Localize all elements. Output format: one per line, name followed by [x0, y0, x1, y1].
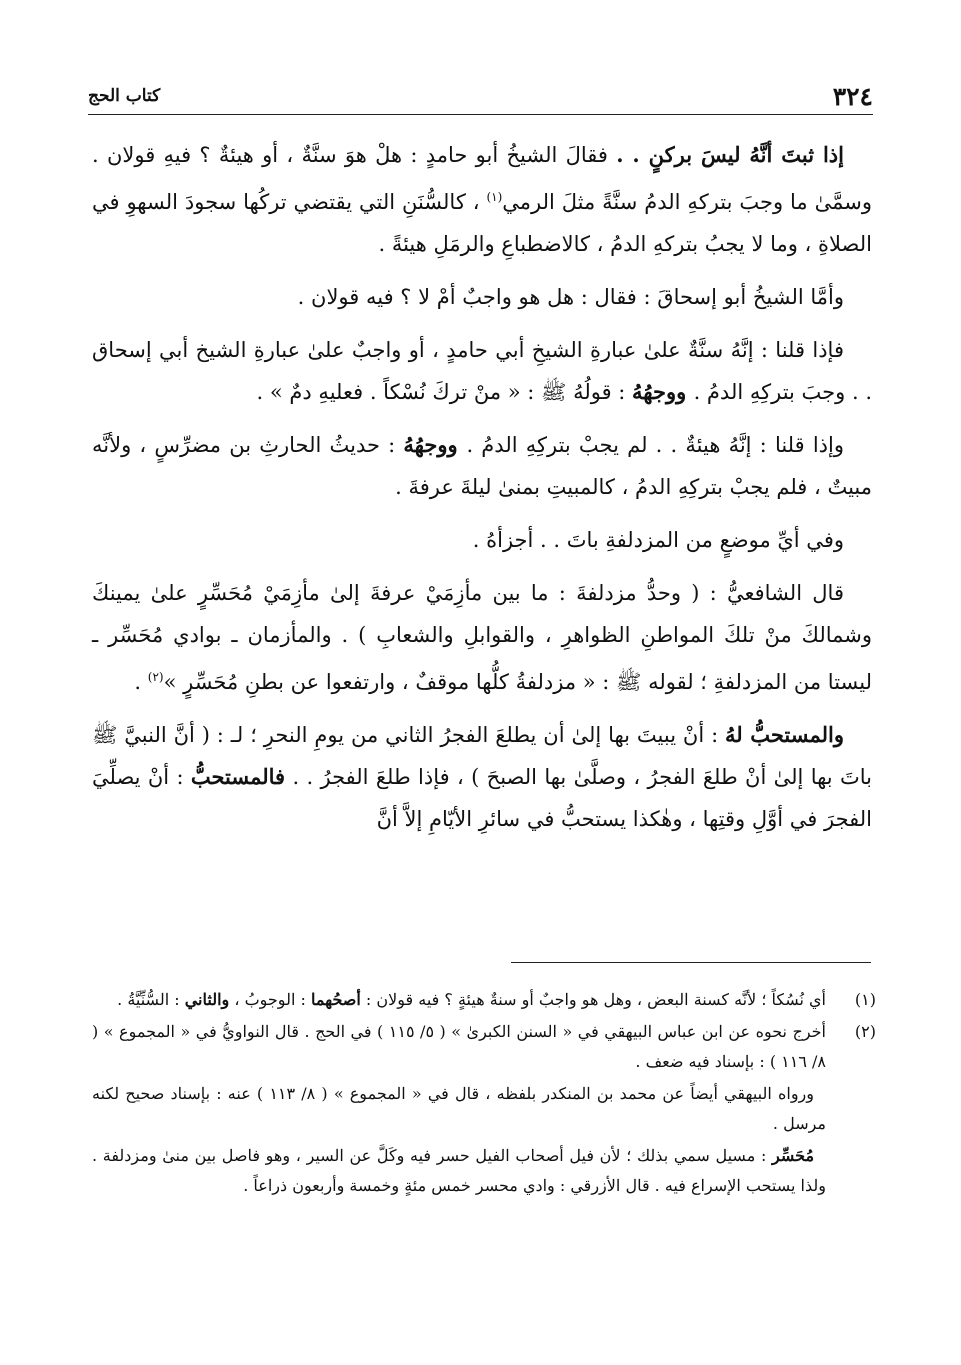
- footnote-2-continuation: ورواه البيهقي أيضاً عن محمد بن المنكدر بلفظه ، قال في « المجموع » ( ٨/ ١١٣ ) عنه : بإسناد صحيح لكنه مرسل .: [92, 1084, 826, 1133]
- paragraph-4: [92, 424, 872, 508]
- paragraph-6: [92, 572, 872, 703]
- paragraph-text: وإذا قلنا : إنَّهُ هيئةٌ . . لم يجبْ بتركِهِ الدمُ .: [466, 433, 845, 457]
- paragraph-text: فقالَ الشيخُ أبو حامدٍ : هلْ هوَ سنَّةٌ ، أو هيئةٌ ؟ فيهِ قولان . وسمَّىٰ ما وجبَ بتركهِ الدمُ سنَّةً مثلَ الرمي: [92, 143, 872, 214]
- footnote-1: [92, 985, 876, 1015]
- bold-term: مُحَسِّر: [772, 1146, 815, 1165]
- footnote-ref-2: (٢): [147, 670, 164, 684]
- bold-term: والمستحبُّ لهُ: [725, 722, 844, 747]
- bold-term: ووجهُهُ: [632, 379, 694, 404]
- footnote-text: أخرج نحوه عن ابن عباس البيهقي في « السنن الكبرىٰ » ( ٥/ ١١٥ ) في الحج . قال النواويُّ في « المجموع » ( ٨/ ١١٦ ) : بإسناد فيه ضعف .: [92, 1022, 826, 1071]
- footnote-divider: [511, 962, 871, 963]
- footnote-2: [92, 1017, 876, 1077]
- paragraph-text: : حديثُ الحارثِ بن مضرِّسٍ ، ولأنَّه مبيتٌ ، فلم يجبْ بتركِهِ الدمُ ، كالمبيتِ بمنىٰ ليلةَ عرفةَ .: [92, 433, 872, 499]
- footnote-number: (١): [854, 990, 876, 1009]
- paragraph-text: قال الشافعيُّ : ( وحدُّ مزدلفةَ : ما بين مأزِمَيْ عرفةَ إلىٰ مأزِمَيْ مُحَسِّرٍ علىٰ يمينكَ وشمالكَ منْ تلكَ المواطنِ الظواهرِ ، والقوابلِ والشعابِ ) . والمأزمان ـ بوادي مُحَسِّر ـ ليستا من المزدلفةِ ؛ لقوله ﷺ : « مزدلفةُ كلُّها موقفٌ ، وارتفعوا عن بطنِ مُحَسِّرٍ »: [92, 581, 872, 694]
- footnote-text: : الوجوبُ ،: [229, 990, 311, 1009]
- paragraph-2: وأمَّا الشيخُ أبو إسحاقَ : فقال : هل هو واجبٌ أمْ لا ؟ فيه قولان .: [297, 285, 844, 309]
- paragraph-text: : أنْ يبيتَ بها إلىٰ أن يطلعَ الفجرُ الثاني من يومِ النحرِ ؛ لـ : ( أنَّ النبيَّ ﷺ باتَ بها إلىٰ أنْ طلعَ الفجرُ ، وصلَّىٰ بها الصبحَ ) ، فإذا طلعَ الفجرُ . .: [92, 723, 872, 789]
- paragraph-text: : قولُهُ ﷺ : « منْ تركَ نُسْكاً . فعليهِ دمٌ » .: [256, 380, 633, 404]
- paragraph-3: [92, 329, 872, 413]
- page-number: ٣٢٤: [832, 82, 873, 111]
- footnote-ref-1: (١): [486, 190, 503, 204]
- footnote-2-gloss: [92, 1141, 876, 1201]
- bold-term: ووجهُهُ: [403, 432, 467, 457]
- paragraph-text: ، كالسُّنَنِ التي يقتضي تركُها سجودَ السهوِ في الصلاةِ ، وما لا يجبُ بتركهِ الدمُ ، كالاضطباعِ والرمَلِ هيئةً .: [92, 190, 872, 256]
- footnote-text: أي نُسُكاً ؛ لأنَّه كسنة البعض ، وهل هو واجبٌ أو سنةٌ هيئةٍ ؟ فيه قولان :: [360, 990, 826, 1009]
- bold-term: فالمستحبُّ: [190, 764, 286, 789]
- footnote-number: (٢): [854, 1022, 876, 1041]
- bold-term: والثاني: [184, 990, 230, 1009]
- paragraph-text: : أنْ يصلِّيَ الفجرَ في أوَّلِ وقتِها ، وهٰكذا يستحبُّ في سائرِ الأيّامِ إلاَّ أنَّ: [92, 765, 872, 831]
- footnote-text: : مسيل سمي بذلك ؛ لأن فيل أصحاب الفيل حسر فيه وكَلَّ عن السير ، وهو فاصل بين منىٰ ومزدلفة . ولذا يستحب الإسراع فيه . قال الأزرقي : وادي محسر خمس مئةٍ وخمسة وأربعون ذراعاً .: [92, 1146, 826, 1195]
- paragraph-text: فإذا قلنا : إنَّهُ سنَّةٌ علىٰ عبارةِ الشيخِ أبي حامدٍ ، أو واجبٌ علىٰ عبارةِ الشيخ أبي إسحاق . . وجبَ بتركِهِ الدمُ .: [92, 338, 872, 404]
- running-title: كتاب الحج: [88, 86, 161, 106]
- main-text: [92, 134, 872, 851]
- paragraph-7: [92, 714, 872, 840]
- paragraph-1: [92, 134, 872, 265]
- footnotes: [92, 985, 876, 1203]
- bold-lead: إذا ثبتَ أنَّهُ ليسَ بركنٍ . .: [616, 142, 844, 167]
- footnote-text: : السُّنِّيَّةُ .: [117, 990, 185, 1009]
- page-header: [88, 78, 873, 115]
- bold-term: أصحُهما: [310, 990, 361, 1009]
- paragraph-5: وفي أيِّ موضعٍ من المزدلفةِ باتَ . . أجزأهُ .: [472, 528, 844, 552]
- paragraph-text: .: [134, 670, 148, 694]
